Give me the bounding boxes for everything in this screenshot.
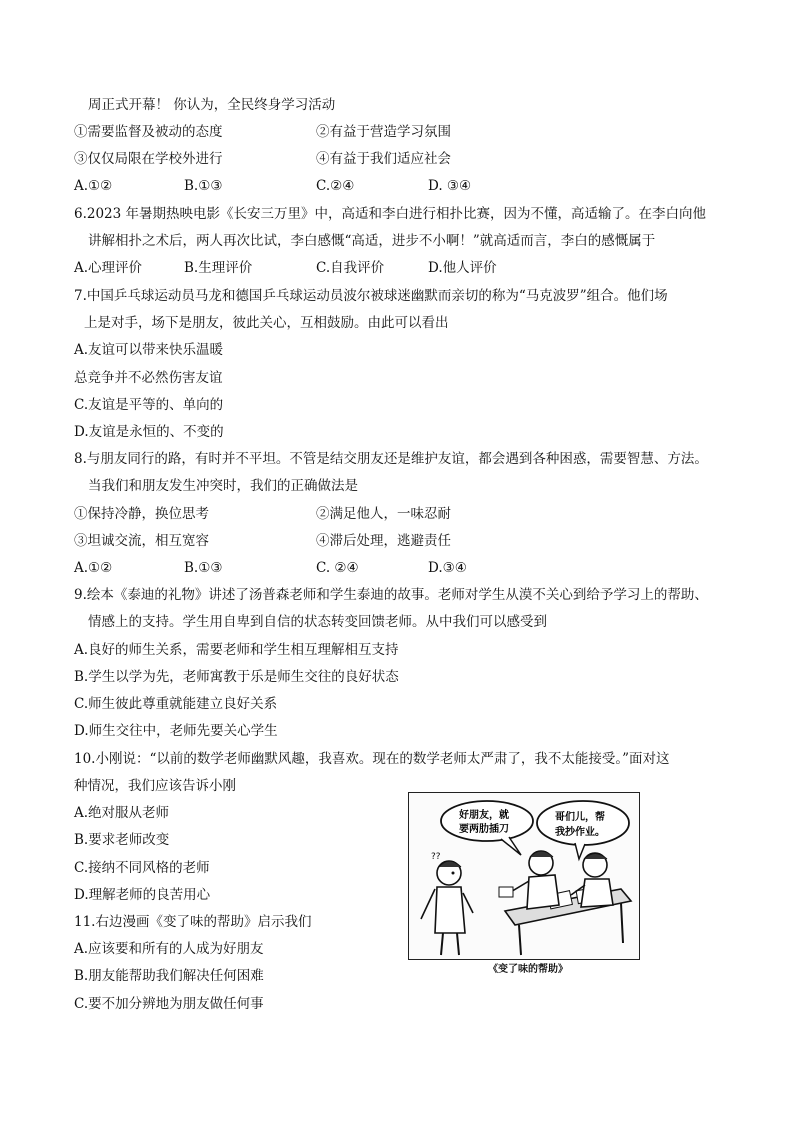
q11-option-a: A.应该要和所有的人成为好朋友: [74, 941, 264, 957]
cartoon-drawing: [409, 793, 638, 958]
cartoon-illustration: [408, 792, 640, 960]
q7-option-a: A.友谊可以带来快乐温暖: [74, 342, 224, 358]
q8-option-c: C. ②④: [316, 560, 359, 576]
q8-stem-line2: 当我们和朋友发生冲突时，我们的正确做法是: [88, 478, 358, 494]
q8-option-a: A.①②: [74, 560, 113, 576]
q5-option-a: A.①②: [74, 178, 113, 194]
cartoon-caption: 《变了味的帮助》: [488, 964, 568, 975]
q5-item-1: ①需要监督及被动的态度: [74, 124, 223, 140]
q7-option-c: C.友谊是平等的、单向的: [74, 397, 224, 413]
q6-option-d: D.他人评价: [428, 260, 497, 276]
q5-option-d: D. ③④: [428, 178, 472, 194]
q6-stem-line2: 讲解相扑之术后，两人再次比试，李白感慨“高适，进步不小啊！”就高适而言，李白的感慨属于: [88, 233, 656, 249]
student-watching-icon: [421, 852, 473, 955]
q6-stem-line1: 6.2023 年暑期热映电影《长安三万里》中，高适和李白进行相扑比赛，因为不懂，高适输了。在李白向他: [74, 206, 707, 222]
q8-item-3: ③坦诚交流，相互宽容: [74, 533, 209, 549]
q9-option-b: B.学生以学为先，老师寓教于乐是师生交往的良好状态: [74, 669, 399, 685]
q9-stem-line1: 9.绘本《泰迪的礼物》讲述了汤普森老师和学生泰迪的故事。老师对学生从漠不关心到给予学习上的帮助、: [74, 587, 708, 603]
q7-stem-line2: 上是对手，场下是朋友，彼此关心，互相鼓励。由此可以看出: [84, 315, 449, 331]
q6-option-a: A.心理评价: [74, 260, 143, 276]
bubble-right-line1: 哥们儿，帮: [555, 812, 605, 823]
q6-option-c: C.自我评价: [316, 260, 385, 276]
student-middle-icon: [499, 851, 559, 909]
bubble-right-line2: 我抄作业。: [555, 827, 605, 838]
q8-option-b: B.①③: [184, 560, 223, 576]
q5-item-4: ④有益于我们适应社会: [316, 151, 451, 167]
q11-stem: 11.右边漫画《变了味的帮助》启示我们: [74, 914, 312, 930]
q10-option-c: C.接纳不同风格的老师: [74, 860, 210, 876]
q8-stem-line1: 8.与朋友同行的路，有时并不平坦。不管是结交朋友还是维护友谊，都会遇到各种困惑，需要智慧、方法。: [74, 451, 708, 467]
bubble-left-line1: 好朋友，就: [459, 810, 509, 821]
q5-option-c: C.②④: [316, 178, 355, 194]
q8-item-4: ④滞后处理，逃避责任: [316, 533, 451, 549]
q11-option-b: B.朋友能帮助我们解决任何困难: [74, 968, 264, 984]
q5-stem: 周正式开幕！ 你认为，全民终身学习活动: [88, 97, 336, 113]
q10-stem-line2: 种情况，我们应该告诉小刚: [74, 778, 236, 794]
q10-option-a: A.绝对服从老师: [74, 805, 170, 821]
q5-item-2: ②有益于营造学习氛围: [316, 124, 451, 140]
q5-item-3: ③仅仅局限在学校外进行: [74, 151, 223, 167]
bubble-left-line2: 要两肋插刀: [459, 824, 509, 835]
speech-bubble-left: [441, 801, 533, 841]
q6-option-b: B.生理评价: [184, 260, 253, 276]
speech-bubble-right: [537, 801, 629, 845]
q8-item-2: ②满足他人，一味忍耐: [316, 506, 451, 522]
q7-option-d: D.友谊是永恒的、不变的: [74, 424, 224, 440]
q7-option-b: 总竞争并不必然伤害友谊: [74, 370, 223, 386]
q10-stem-line1: 10.小刚说：“以前的数学老师幽默风趣，我喜欢。现在的数学老师太严肃了，我不太能接受。”面对这: [74, 751, 670, 767]
q9-option-c: C.师生彼此尊重就能建立良好关系: [74, 696, 278, 712]
q9-option-a: A.良好的师生关系，需要老师和学生相互理解相互支持: [74, 642, 399, 658]
q8-item-1: ①保持冷静，换位思考: [74, 506, 209, 522]
q9-option-d: D.师生交往中，老师先要关心学生: [74, 723, 278, 739]
q7-stem-line1: 7.中国乒乓球运动员马龙和德国乒乓球运动员波尔被球迷幽默而亲切的称为“马克波罗”组合。他们场: [74, 288, 668, 304]
q9-stem-line2: 情感上的支持。学生用自卑到自信的状态转变回馈老师。从中我们可以感受到: [88, 614, 547, 630]
svg-text:??: ??: [431, 852, 441, 862]
q10-option-b: B.要求老师改变: [74, 832, 170, 848]
q11-option-c: C.要不加分辨地为朋友做任何事: [74, 996, 264, 1012]
q5-option-b: B.①③: [184, 178, 223, 194]
q8-option-d: D.③④: [428, 560, 467, 576]
q10-option-d: D.理解老师的良苦用心: [74, 887, 211, 903]
